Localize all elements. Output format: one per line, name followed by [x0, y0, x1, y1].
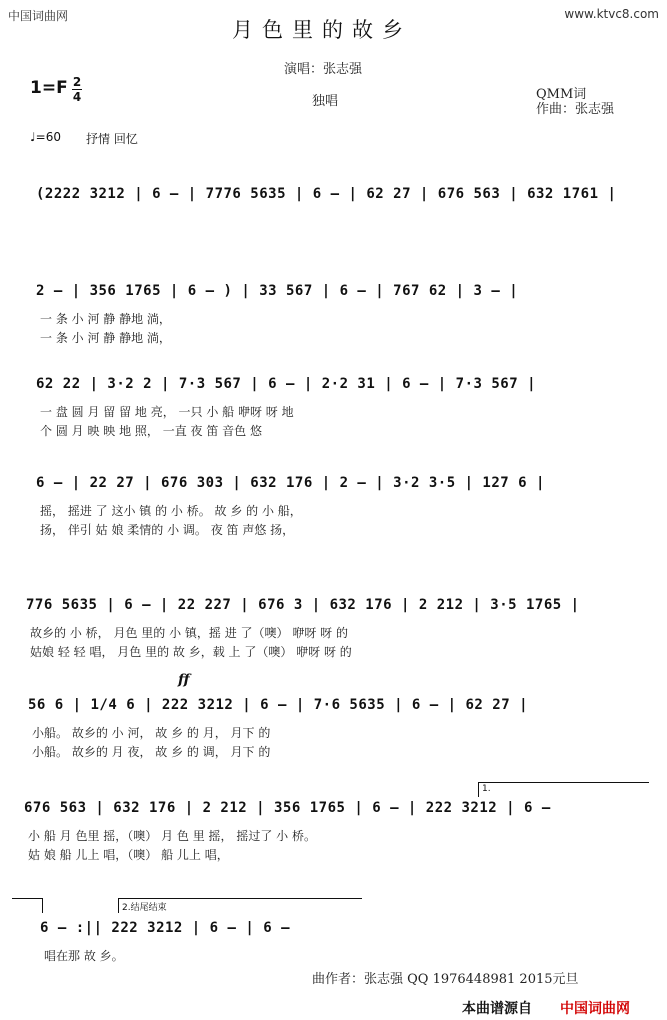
- volta-bracket-1: [478, 782, 649, 797]
- system-8-lyrics-verse-1: 唱在那 故 乡。: [44, 949, 124, 963]
- footer-credit: 曲作者：张志强 QQ 1976448981 2015元旦: [312, 972, 579, 987]
- system-2-lyrics-verse-2: 一 条 小 河 静 静地 淌，: [40, 331, 171, 345]
- time-signature: [72, 76, 82, 103]
- dynamic-marking: ff: [178, 672, 190, 688]
- system-6-notes: 56 6 | 1/4 6 | 222 3212 | 6 – | 7·6 5635 | 6 – | 62 27 |: [28, 697, 529, 713]
- system-6-lyrics-verse-2: 小船。 故乡的 月 夜， 故 乡 的 调， 月下 的: [32, 745, 271, 759]
- footer-site: 中国词曲网: [560, 1001, 630, 1017]
- system-7-notes: 676 563 | 632 176 | 2 212 | 356 1765 | 6 – | 222 3212 | 6 –: [24, 800, 551, 816]
- system-1-notes: (2222 3212 | 6 – | 7776 5635 | 6 – | 62 27 | 676 563 | 632 1761 |: [36, 186, 617, 202]
- system-2-notes: 2 – | 356 1765 | 6 – ) | 33 567 | 6 – | 767 62 | 3 – |: [36, 283, 519, 299]
- system-5-notes: 776 5635 | 6 – | 22 227 | 676 3 | 632 176 | 2 212 | 3·5 1765 |: [26, 597, 580, 613]
- system-2-lyrics-verse-1: 一 条 小 河 静 静地 淌，: [40, 312, 171, 326]
- system-4-lyrics-verse-2: 扬， 伴引 姑 娘 柔情的 小 调。 夜 笛 声悠 扬，: [40, 523, 295, 537]
- system-6-lyrics-verse-1: 小船。 故乡的 小 河， 故 乡 的 月， 月下 的: [32, 726, 271, 740]
- system-4-notes: 6 – | 22 27 | 676 303 | 632 176 | 2 – | 3·2 3·5 | 127 6 |: [36, 475, 545, 491]
- system-8-notes: 6 – :|| 222 3212 | 6 – | 6 –: [40, 920, 291, 936]
- tempo-marking: ♩=60: [30, 130, 61, 144]
- time-signature-top: 2: [72, 75, 82, 89]
- composer-credit: 作曲：张志强: [536, 102, 615, 117]
- volta-1-label: 1.: [482, 784, 491, 794]
- key-signature: 1=F: [30, 78, 68, 98]
- performance-type: 独唱: [312, 94, 339, 109]
- footer-source: 本曲谱源自: [462, 1001, 532, 1017]
- time-signature-bottom: 4: [72, 90, 82, 104]
- system-7-lyrics-verse-1: 小 船 月 色里 摇，（噢） 月 色 里 摇， 摇过了 小 桥。: [28, 829, 316, 843]
- song-title: 月色里的故乡: [232, 18, 412, 42]
- watermark-right: www.ktvc8.com: [564, 7, 659, 21]
- system-3-notes: 62 22 | 3·2 2 | 7·3 567 | 6 – | 2·2 31 | 6 – | 7·3 567 |: [36, 376, 537, 392]
- system-7-lyrics-verse-2: 姑 娘 船 儿上 唱，（噢） 船 儿上 唱，: [28, 848, 229, 862]
- lyricist-credit: QMM词: [536, 87, 587, 102]
- volta-end-bracket: [12, 898, 43, 913]
- system-5-lyrics-verse-1: 故乡的 小 桥， 月色 里的 小 镇，摇 进 了（噢） 咿呀 呀 的: [30, 626, 348, 640]
- expression-marking: 抒情 回忆: [86, 132, 138, 146]
- singer-credit: 演唱：张志强: [284, 62, 363, 77]
- watermark-left: 中国词曲网: [8, 9, 69, 23]
- volta-bracket-2: [118, 898, 362, 913]
- system-3-lyrics-verse-2: 个 圆 月 映 映 地 照， 一直 夜 笛 音色 悠: [40, 424, 262, 438]
- system-3-lyrics-verse-1: 一 盘 圆 月 留 留 地 亮， 一只 小 船 咿呀 呀 地: [40, 405, 294, 419]
- system-5-lyrics-verse-2: 姑娘 轻 轻 唱， 月色 里的 故 乡，载 上 了（噢） 咿呀 呀 的: [30, 645, 352, 659]
- system-4-lyrics-verse-1: 摇， 摇进 了 这小 镇 的 小 桥。 故 乡 的 小 船，: [40, 504, 302, 518]
- volta-2-label: 2.结尾结束: [122, 903, 167, 913]
